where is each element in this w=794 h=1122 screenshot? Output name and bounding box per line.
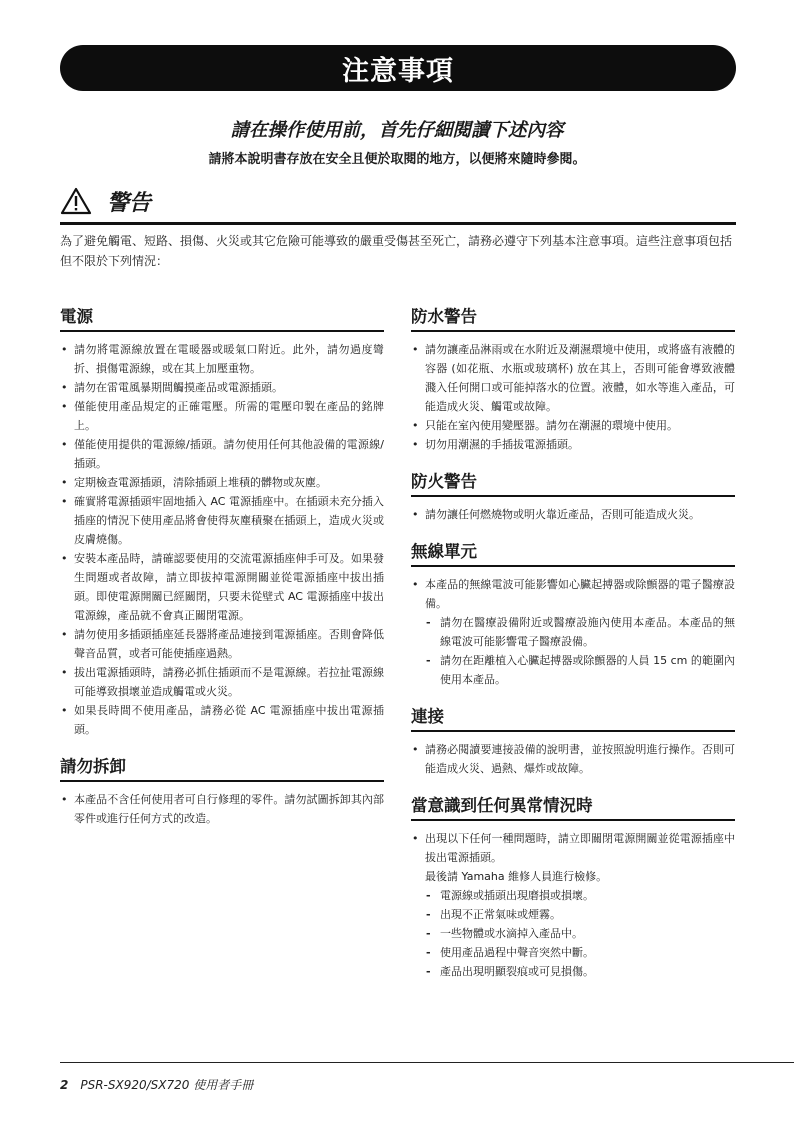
list-item: • 請勿讓產品淋雨或在水附近及潮濕環境中使用，或將盛有液體的容器 (如花瓶、水瓶或玻璃杯) 放在其上，否則可能會導致液體濺入任何開口或可能掉落水的位置。液體，如水等進入產品，可能造成火災、觸電或故障。 [411,340,735,416]
list-item: • 僅能使用提供的電源線/插頭。請勿使用任何其他設備的電源線/插頭。 [60,435,384,473]
sub-list-item: - 出現不正常氣味或煙霧。 [425,905,735,924]
list-item: • 請勿在雷電風暴期間觸摸產品或電源插頭。 [60,378,384,397]
footer-divider [60,1062,794,1063]
sub-list-item: - 電源線或插頭出現磨損或損壞。 [425,886,735,905]
list-item: • 僅能使用產品規定的正確電壓。所需的電壓印製在產品的銘牌上。 [60,397,384,435]
right-column [411,303,735,995]
section-fire-warning [411,468,735,524]
list-item: • 確實將電源插頭牢固地插入 AC 電源插座中。在插頭未充分插入插座的情況下使用產品將會使得灰塵積聚在插頭上，造成火災或皮膚燒傷。 [60,492,384,549]
section-abnormality [411,792,735,981]
section-water-warning [411,303,735,454]
section-title: 防火警告 [411,468,735,497]
warning-intro: 為了避免觸電、短路、損傷、火災或其它危險可能導致的嚴重受傷甚至死亡，請務必遵守下列基本注意事項。這些注意事項包括但不限於下列情況： [60,234,733,268]
list-item: • 請勿使用多插頭插座延長器將產品連接到電源插座。否則會降低聲音品質，或者可能使插座過熱。 [60,625,384,663]
section-connections [411,703,735,778]
list-item: • 如果長時間不使用產品，請務必從 AC 電源插座中拔出電源插頭。 [60,701,384,739]
list-item [411,575,735,689]
list-item: • 切勿用潮濕的手插拔電源插頭。 [411,435,735,454]
manual-title: PSR-SX920/SX720 使用者手冊 [80,1078,254,1092]
warning-triangle-icon [60,187,92,215]
list-item: • 拔出電源插頭時，請務必抓住插頭而不是電源線。若拉扯電源線可能導致損壞並造成觸電或火災。 [60,663,384,701]
sub-list-item: - 請勿在醫療設備附近或醫療設施內使用本產品。本產品的無線電波可能影響電子醫療設備。 [425,613,735,651]
sub-list-item: - 產品出現明顯裂痕或可見損傷。 [425,962,735,981]
footer [60,1076,253,1093]
list-item: • 請務必閱讀要連接設備的說明書，並按照說明進行操作。否則可能造成火災、過熱、爆炸或故障。 [411,740,735,778]
section-title: 無線單元 [411,538,735,567]
page-number: 2 [60,1078,69,1092]
list-item: • 請勿讓任何燃燒物或明火靠近產品，否則可能造成火災。 [411,505,735,524]
section-no-disassembly [60,753,384,828]
section-title: 防水警告 [411,303,735,332]
warning-header [60,184,736,225]
list-item: • 定期檢查電源插頭，清除插頭上堆積的髒物或灰塵。 [60,473,384,492]
section-title: 當意識到任何異常情況時 [411,792,735,821]
left-column [60,303,384,842]
section-title: 連接 [411,703,735,732]
subline: 請將本說明書存放在安全且便於取閱的地方，以便將來隨時參閱。 [208,152,586,167]
list-item: • 本產品不含任何使用者可自行修理的零件。請勿試圖拆卸其內部零件或進行任何方式的改造。 [60,790,384,828]
list-item: • 安裝本產品時，請確認要使用的交流電源插座伸手可及。如果發生問題或者故障，請立即拔掉電源開關並從電源插座中拔出插頭。即使電源開關已經關閉，只要未從壁式 AC 電源插座中拔出電源線，產品就不會真正關閉電源。 [60,549,384,625]
list-item-text: 本產品的無線電波可能影響如心臟起搏器或除顫器的電子醫療設備。 [425,578,735,610]
list-item [411,829,735,981]
section-title: 電源 [60,303,384,332]
sub-list-item: - 一些物體或水滴掉入產品中。 [425,924,735,943]
service-note: 最後請 Yamaha 維修人員進行檢修。 [425,870,608,883]
list-item: • 只能在室內使用變壓器。請勿在潮濕的環境中使用。 [411,416,735,435]
warning-title: 警告 [107,191,152,216]
page-title: 注意事項 [342,55,454,87]
list-item: • 請勿將電源線放置在電暖器或暖氣口附近。此外，請勿過度彎折、損傷電源線，或在其上加壓重物。 [60,340,384,378]
sub-list-item: - 使用產品過程中聲音突然中斷。 [425,943,735,962]
section-wireless-unit [411,538,735,689]
list-item-text: 出現以下任何一種問題時，請立即關閉電源開關並從電源插座中拔出電源插頭。 [425,832,735,864]
section-title: 請勿拆卸 [60,753,384,782]
section-power [60,303,384,739]
subtitle: 請在操作使用前，首先仔細閱讀下述內容 [230,120,564,141]
sub-list-item: - 請勿在距離植入心臟起搏器或除顫器的人員 15 cm 的範圍內使用本產品。 [425,651,735,689]
title-banner [60,45,736,91]
